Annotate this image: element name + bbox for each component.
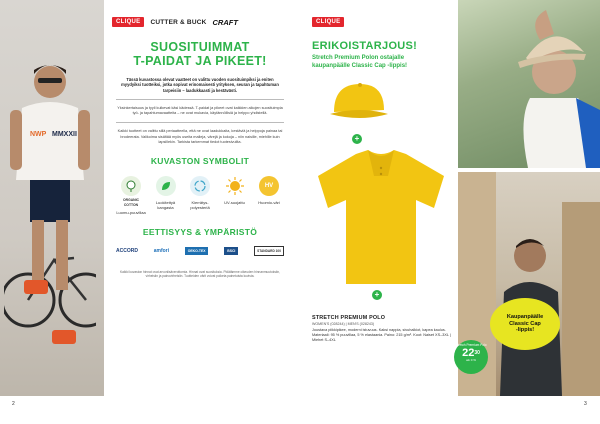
symbol-recycled-polyester xyxy=(185,176,215,215)
organic-cotton-icon xyxy=(121,176,141,196)
brand-logos xyxy=(112,14,288,30)
page-number-right: 3 xyxy=(584,401,587,407)
free-cap-bubble xyxy=(490,298,560,350)
symbol-uv xyxy=(220,176,250,215)
fine-print: Kaikki kuvaston hinnat ovat arvonlisäverottomia. Hinnat ovat suosituksia. Pidätämme oikeuden hinnanmuutoksiin, virheisiin ja painovirheisiin. Tuotteiden värit voivat poiketa painetuista kuvista. xyxy=(120,269,280,278)
symbols-title: KUVASTON SYMBOLIT xyxy=(150,155,250,166)
symbols-list xyxy=(112,176,288,215)
recycled-polyester-icon xyxy=(190,176,210,196)
offer-subtitle xyxy=(312,55,458,70)
offer-subtitle-line-2: kaupanpäälle Classic Cap -lippis! xyxy=(312,62,408,69)
body-paragraph-1: Yksinkertaisuus ja tyyli kulkevat käsi kädessä. T-paidat ja pikeet ovat kaikkien aikojen suosituimpia työ- ja tapahtumavaatteita – ne ovat mukavia, käytännöllisiä ja helppo yhdistellä. xyxy=(117,106,283,116)
price-badge xyxy=(454,340,488,374)
clique-logo: CLIQUE xyxy=(112,17,144,27)
offer-title: ERIKOISTARJOUS! xyxy=(312,40,418,52)
symbol-recycled-fabric xyxy=(151,176,181,215)
price-unit: alv 0 % xyxy=(466,357,476,362)
symbol-label: Luomu-puuvillaa xyxy=(116,209,146,215)
yellow-polo-image xyxy=(316,148,446,288)
yellow-cap-image xyxy=(326,78,390,126)
recycled-leaf-icon xyxy=(156,176,176,196)
craft-logo: CRAFT xyxy=(212,17,238,27)
bubble-line-3: -lippis! xyxy=(515,327,535,334)
right-logo-row xyxy=(312,14,458,30)
body-paragraph-2: Kaikki tuotteet on valittu sillä periaatteella, että ne ovat laadukkaita, kestäviä ja helppoja painaa tai brodeerata. Valikoima sisältää myös useita malleja, värejä ja kokoja – niin naisille, miehille kuin lapsillekin. Tarkista tarkemmat tiedot tuotesivuilta. xyxy=(117,129,283,144)
offer-subtitle-line-1: Stretch Premium Polon ostajalle xyxy=(312,55,405,61)
symbol-hi-vis xyxy=(254,176,284,215)
svg-text:NWP: NWP xyxy=(30,131,47,138)
offer-column xyxy=(312,0,458,396)
plus-icon: + xyxy=(352,134,362,144)
clique-logo: CLIQUE xyxy=(312,17,344,27)
price-integer: 22 xyxy=(462,346,475,359)
symbol-label: Kierrätys-polyesteriä xyxy=(190,199,210,210)
hi-vis-icon: HV xyxy=(259,176,279,196)
bubble-line-1: Kaupanpäälle xyxy=(506,314,544,321)
plus-icon: + xyxy=(372,290,382,300)
symbol-caption: ORGANIC COTTON xyxy=(122,197,139,207)
accord-logo: ACCORD xyxy=(116,247,138,254)
symbol-label: Huomio-väri xyxy=(258,199,280,205)
product-description: Joustava piikkipikee, moderni istuvuus. Kaksi nappia, sivuhalkiot, kapea kaulus. Materiaali: 95 % puuvillaa, 5 % elastaania. Paino: 215 g/m². Koot: Naiset XS–3XL | Miehet S–4XL xyxy=(312,328,451,342)
amfori-logo: amfori xyxy=(153,247,169,254)
page-headline xyxy=(112,40,288,68)
certification-logos xyxy=(112,246,288,256)
standard-100-logo: STANDARD 100 xyxy=(254,246,284,256)
symbol-label: Luokitettyä kangasta xyxy=(155,199,176,210)
model-photo-left xyxy=(0,0,104,396)
price-decimals: 30 xyxy=(474,349,480,356)
page-number-left: 2 xyxy=(12,401,15,407)
bubble-line-2: Classic Cap xyxy=(509,320,541,327)
sun-uv-icon xyxy=(225,176,245,196)
intro-text: Tässä kuvastossa olevat vaatteet on valittu vuoden suosituimpiksi ja eniten myydyiksi tuotteiksi, jotka sopivat erinomaisesti yrityksen, seuran ja tapahtuman tarpeisiin – laadukkaasti ja kestävästi. xyxy=(121,77,279,93)
product-images xyxy=(312,74,458,299)
bsci-logo: BSCI xyxy=(224,247,238,255)
symbol-label: UV-suojattu xyxy=(224,199,245,205)
product-title: STRETCH PREMIUM POLO xyxy=(312,315,386,321)
woman-with-cap-photo xyxy=(458,0,600,168)
headline-line-1: SUOSITUIMMAT xyxy=(150,40,250,54)
left-text-column xyxy=(104,0,296,396)
cutter-buck-logo: CUTTER & BUCK xyxy=(150,18,207,26)
divider xyxy=(116,99,284,100)
man-with-bicycle-illustration xyxy=(4,30,96,360)
product-codes: WOMEN'S (028244) | MEN'S (028243) xyxy=(312,322,375,326)
product-info xyxy=(312,315,458,343)
svg-text:MMXXII: MMXXII xyxy=(52,131,77,138)
headline-line-2: T-PAIDAT JA PIKEET! xyxy=(133,54,267,68)
certs-title: EETTISYYS & YMPÄRISTÖ xyxy=(142,226,258,237)
symbol-organic-cotton xyxy=(116,176,146,215)
oeko-tex-logo: OEKO-TEX xyxy=(185,247,209,255)
divider xyxy=(116,122,284,123)
price-label: Stretch Premium Polo xyxy=(455,343,487,347)
